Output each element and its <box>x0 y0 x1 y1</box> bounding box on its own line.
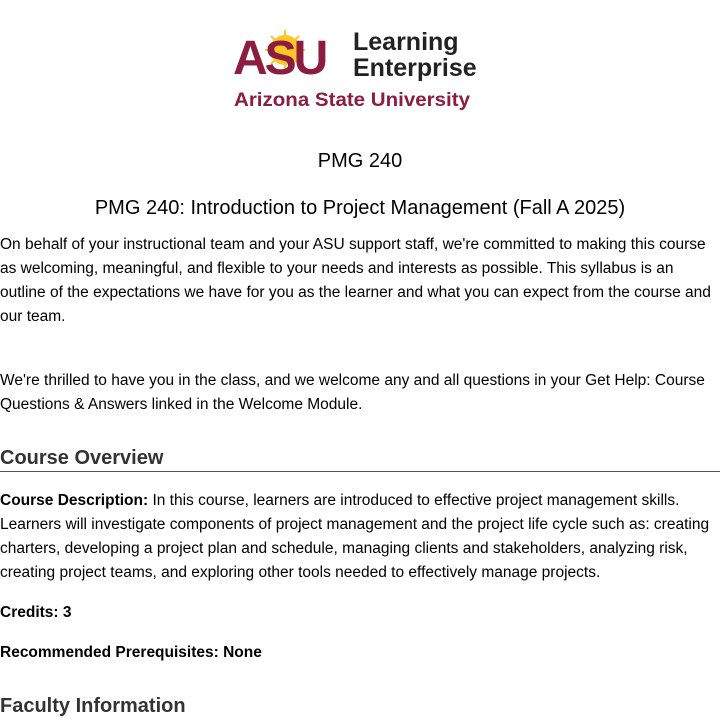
course-overview-heading: Course Overview <box>0 446 720 472</box>
course-title: PMG 240: Introduction to Project Management (Fall A 2025) <box>94 197 626 219</box>
faculty-information-heading: Faculty Information <box>0 695 186 717</box>
asu-logo-graphic <box>233 28 485 112</box>
course-description-label: Course Description: <box>0 492 149 509</box>
logo-enterprise-text: Enterprise <box>353 54 477 82</box>
logo-university-text: Arizona State University <box>234 90 471 111</box>
welcome-paragraph: We're thrilled to have you in the class, and we welcome any and all questions in your Get Help: Course Questions & Answers linked in the Welcome Module. <box>0 372 705 413</box>
course-code: PMG 240 <box>317 150 403 172</box>
credits-info: Credits: 3 <box>0 604 72 621</box>
asu-learning-enterprise-logo <box>233 28 485 112</box>
logo-learning-text: Learning <box>353 28 459 56</box>
intro-paragraph: On behalf of your instructional team and your ASU support staff, we're committed to making this course as welcoming, meaningful, and flexible to your needs and interests as possible. This syllabus is an outline of the expectations we have for you as the learner and what you can expect from the course and our team. <box>0 236 711 325</box>
course-description <box>0 489 720 585</box>
course-description-text: In this course, learners are introduced to effective project management skills. Learners will investigate components of project management and the project life cycle such as: creating charters, developing a project plan and schedule, managing clients and stakeholders, analyzing risk, creating project teams, and exploring other tools needed to effectively manage projects. <box>0 492 710 581</box>
asu-mark-text: ASU <box>233 32 326 85</box>
prerequisites-info: Recommended Prerequisites: None <box>0 644 262 661</box>
